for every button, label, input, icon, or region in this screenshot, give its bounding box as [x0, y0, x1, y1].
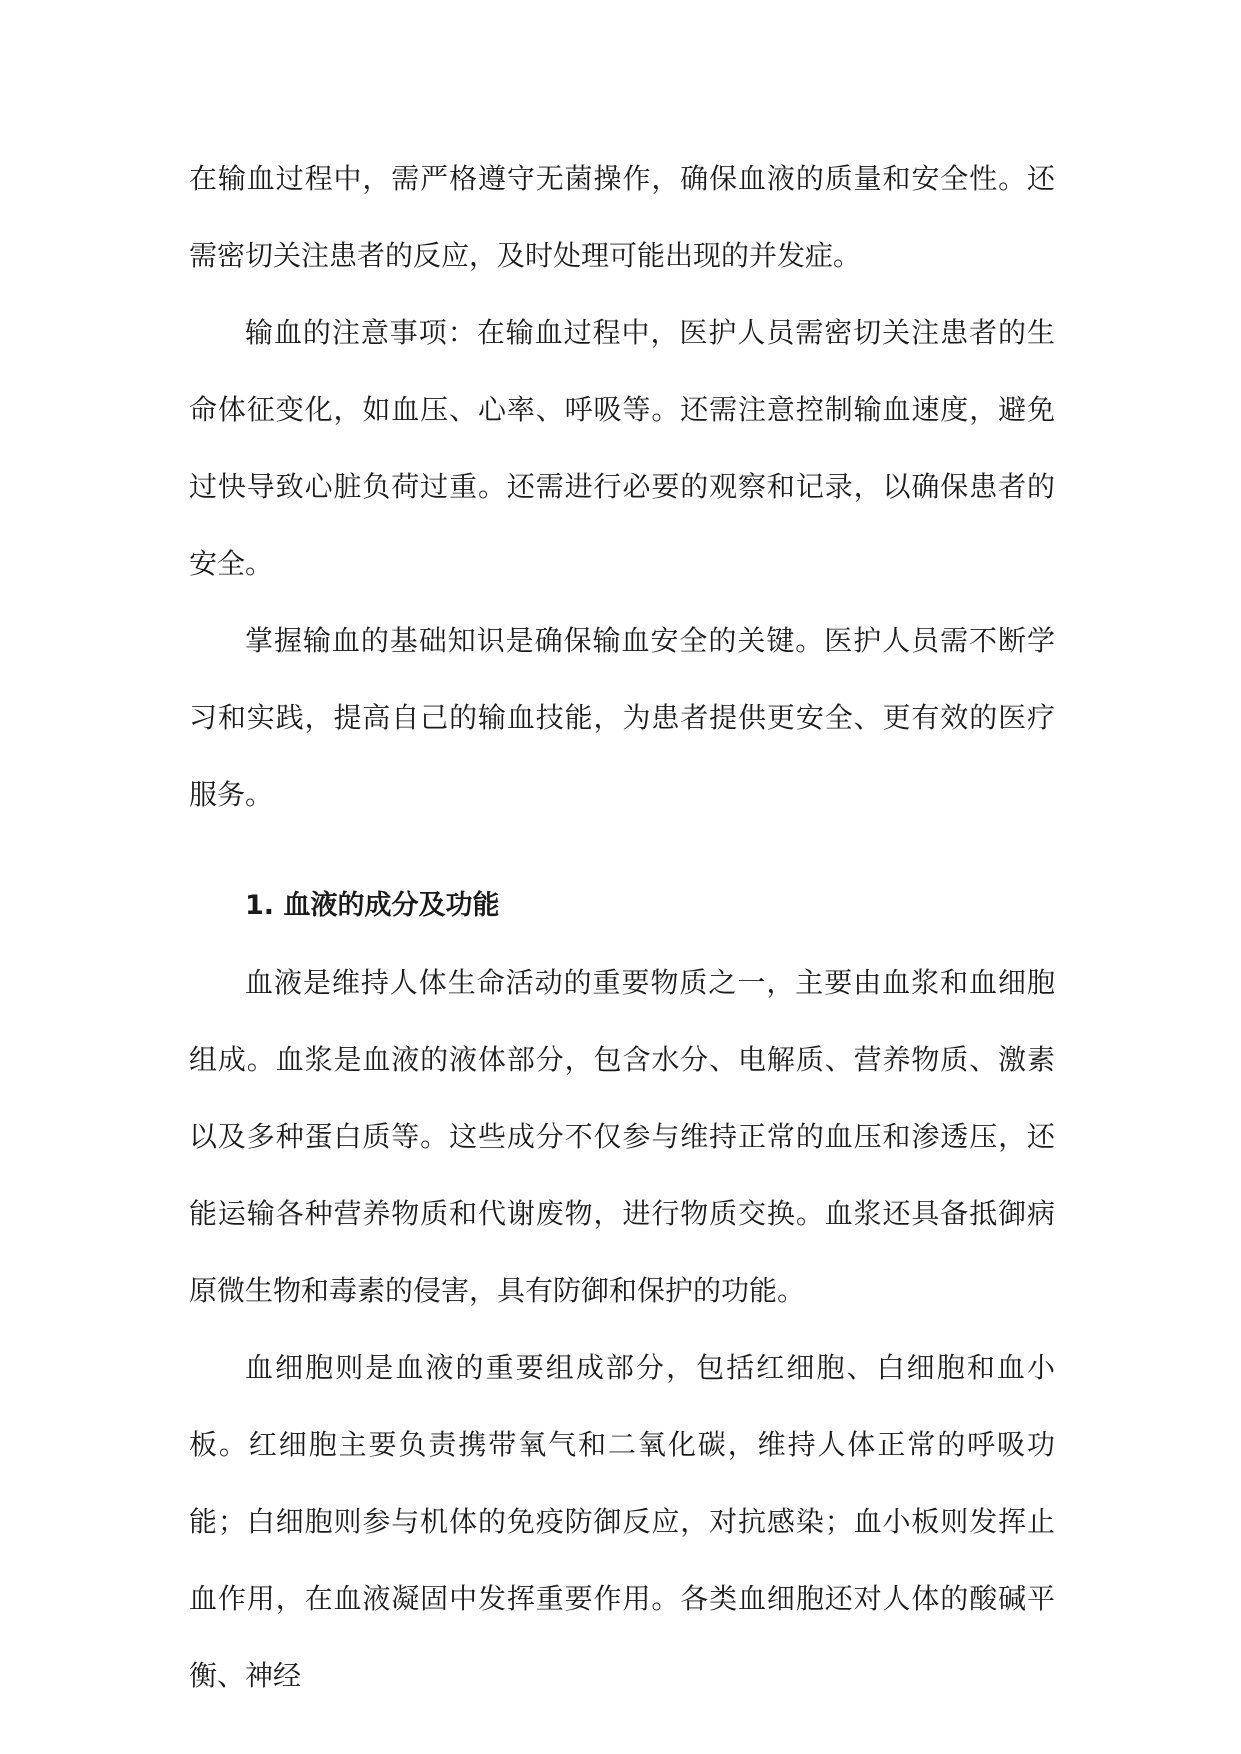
paragraph-blood-cells: 血细胞则是血液的重要组成部分，包括红细胞、白细胞和血小板。红细胞主要负责携带氧气和二氧化碳，维持人体正常的呼吸功能；白细胞则参与机体的免疫防御反应，对抗感染；血小板则发挥止血作用，在血液凝固中发挥重要作用。各类血细胞还对人体的酸碱平衡、神经	[189, 1351, 1055, 1692]
paragraph-aseptic: 在输血过程中，需严格遵守无菌操作，确保血液的质量和安全性。还需密切关注患者的反应，及时处理可能出现的并发症。	[189, 162, 1055, 272]
paragraph-precautions: 输血的注意事项：在输血过程中，医护人员需密切关注患者的生命体征变化，如血压、心率、呼吸等。还需注意控制输血速度，避免过快导致心脏负荷过重。还需进行必要的观察和记录，以确保患者的安全。	[189, 316, 1055, 580]
paragraph-knowledge: 掌握输血的基础知识是确保输血安全的关键。医护人员需不断学习和实践，提高自己的输血技能，为患者提供更安全、更有效的医疗服务。	[189, 624, 1055, 811]
paragraph-blood-composition: 血液是维持人体生命活动的重要物质之一，主要由血浆和血细胞组成。血浆是血液的液体部分，包含水分、电解质、营养物质、激素以及多种蛋白质等。这些成分不仅参与维持正常的血压和渗透压，还能运输各种营养物质和代谢废物，进行物质交换。血浆还具备抵御病原微生物和毒素的侵害，具有防御和保护的功能。	[189, 966, 1055, 1307]
section-heading: 1. 血液的成分及功能	[245, 890, 500, 921]
document-body	[189, 140, 1055, 1714]
